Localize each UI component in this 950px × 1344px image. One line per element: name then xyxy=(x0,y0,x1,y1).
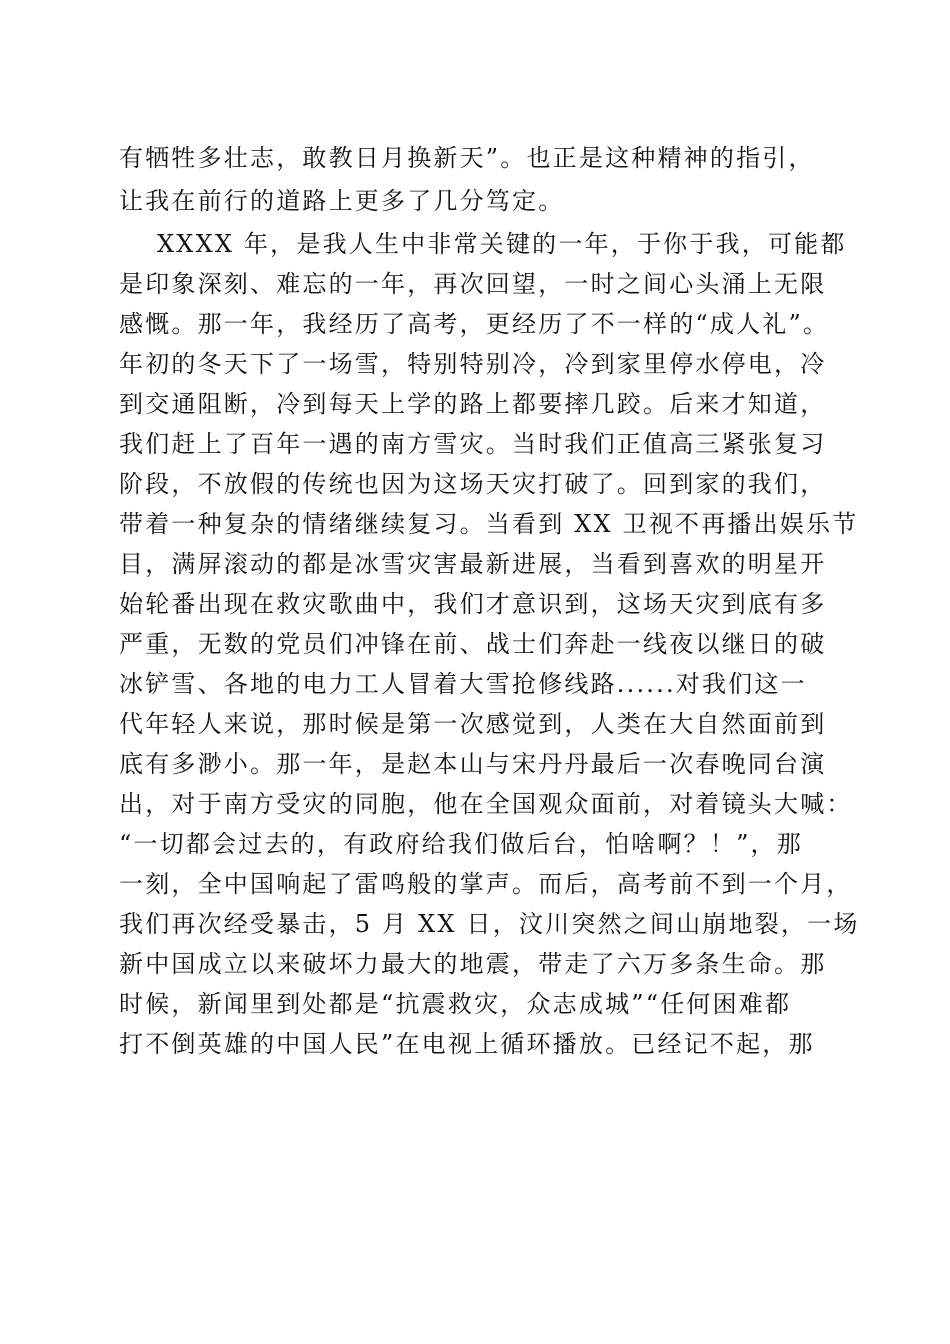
text-line: 严重，无数的党员们冲锋在前、战士们奔赴一线夜以继日的破 xyxy=(119,630,827,658)
text-line: 一刻，全中国响起了雷鸣般的掌声。而后，高考前不到一个月， xyxy=(119,870,853,898)
text-line: 阶段，不放假的传统也因为这场天灾打破了。回到家的我们， xyxy=(119,470,827,498)
text-line: 始轮番出现在救灾歌曲中，我们才意识到，这场天灾到底有多 xyxy=(119,590,827,618)
body-text xyxy=(119,138,860,1064)
text-line: 我们再次经受暴击，5 月 XX 日，汶川突然之间山崩地裂，一场 xyxy=(119,910,860,938)
text-line: 代年轻人来说，那时候是第一次感觉到，人类在大自然面前到 xyxy=(119,710,827,738)
text-line: 冰铲雪、各地的电力工人冒着大雪抢修线路......对我们这一 xyxy=(119,670,807,698)
text-line: “一切都会过去的，有政府给我们做后台，怕啥啊？！”，那 xyxy=(119,830,803,858)
text-line: 我们赶上了百年一遇的南方雪灾。当时我们正值高三紧张复习 xyxy=(119,430,827,458)
text-line: 新中国成立以来破坏力最大的地震，带走了六万多条生命。那 xyxy=(119,950,827,978)
text-line: 感慨。那一年，我经历了高考，更经历了不一样的“成人礼”。 xyxy=(119,310,830,338)
text-line: 带着一种复杂的情绪继续复习。当看到 XX 卫视不再播出娱乐节 xyxy=(119,510,859,538)
text-line: 打不倒英雄的中国人民”在电视上循环播放。已经记不起，那 xyxy=(119,1030,815,1058)
text-line: 是印象深刻、难忘的一年，再次回望，一时之间心头涌上无限 xyxy=(119,270,827,298)
text-line: 出，对于南方受灾的同胞，他在全国观众面前，对着镜头大喊： xyxy=(119,790,853,818)
text-line: 底有多渺小。那一年，是赵本山与宋丹丹最后一次春晚同台演 xyxy=(119,750,827,778)
text-line: 让我在前行的道路上更多了几分笃定。 xyxy=(119,187,565,215)
paragraph-first-line: XXXX 年，是我人生中非常关键的一年，于你于我，可能都 xyxy=(157,230,847,258)
text-line: 年初的冬天下了一场雪，特别特别冷，冷到家里停水停电，冷 xyxy=(119,350,827,378)
text-line: 有牺牲多壮志，敢教日月换新天”。也正是这种精神的指引， xyxy=(119,144,815,172)
text-line: 时候，新闻里到处都是“抗震救灾，众志成城”“任何困难都 xyxy=(119,990,792,1018)
text-line: 目，满屏滚动的都是冰雪灾害最新进展，当看到喜欢的明星开 xyxy=(119,550,827,578)
text-line: 到交通阻断，冷到每天上学的路上都要摔几跤。后来才知道， xyxy=(119,390,827,418)
